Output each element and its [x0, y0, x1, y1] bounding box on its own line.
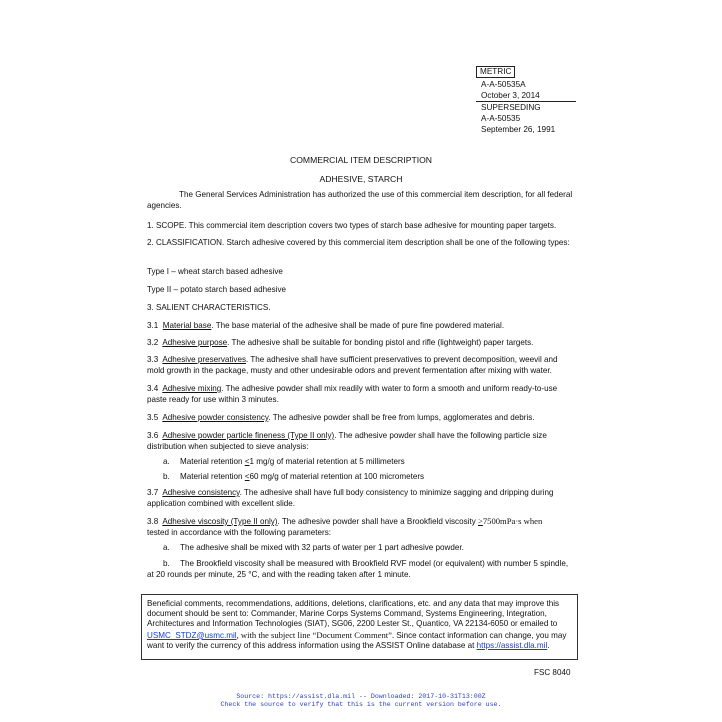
- section-text: . The adhesive powder shall mix readily with water to form a smooth and uniform ready-to-use paste ready for use within 3 minutes.: [147, 384, 558, 404]
- section-heading: Adhesive mixing: [162, 384, 222, 393]
- doc-date: October 3, 2014: [481, 91, 540, 100]
- list-item-text: The adhesive shall be mixed with 32 parts of water per 1 part adhesive powder.: [180, 543, 464, 552]
- section-3-5: [147, 413, 577, 424]
- section-heading: Adhesive purpose: [162, 338, 228, 347]
- type-1: Type I – wheat starch based adhesive: [147, 267, 283, 276]
- section-number: 3.4: [147, 384, 159, 393]
- doc-id: A-A-50535A: [481, 80, 526, 89]
- section-text-2: tested in accordance with the following parameters:: [147, 527, 332, 537]
- metric-label: METRIC: [476, 66, 515, 78]
- section-scope: 1. SCOPE. This commercial item description covers two types of starch base adhesive for mounting paper targets.: [147, 221, 557, 230]
- section-number: 3.7: [147, 488, 159, 497]
- list-label: b.: [163, 559, 170, 568]
- list-label: b.: [163, 472, 170, 481]
- section-3-2: [147, 338, 577, 349]
- type-2: Type II – potato starch based adhesive: [147, 285, 287, 294]
- assist-link[interactable]: https://assist.dla.mil: [476, 640, 548, 650]
- section-heading: Adhesive consistency: [162, 488, 240, 497]
- section-heading: Adhesive powder consistency: [162, 413, 269, 422]
- superseded-id: A-A-50535: [481, 114, 521, 123]
- section-text: . The adhesive powder shall have the following particle size distribution when subjected to sieve analysis:: [147, 431, 547, 451]
- list-item-text: Material retention <60 mg/g of material retention at 100 micrometers: [180, 472, 425, 481]
- list-label: a.: [163, 543, 170, 552]
- superseding-label: SUPERSEDING: [481, 103, 541, 112]
- section-number: 3.8: [147, 517, 159, 526]
- fsc-code: FSC 8040: [534, 668, 571, 677]
- section-number: 3.2: [147, 338, 159, 347]
- section-heading: Adhesive powder particle fineness (Type II only): [162, 431, 335, 440]
- list-item-text: Material retention <1 mg/g of material retention at 5 millimeters: [180, 457, 405, 466]
- list-item-text: The Brookfield viscosity shall be measured with Brookfield RVF model (or equivalent) with number 5 spindle, at 20 rounds per minute, 25 °C, and with the reading taken after 1 minute.: [147, 559, 569, 579]
- section-3-1: [147, 321, 577, 332]
- section-salient: 3. SALIENT CHARACTERISTICS.: [147, 303, 271, 312]
- section-number: 3.1: [147, 321, 159, 330]
- source-footer-line-2: Check the source to verify that this is the current version before use.: [220, 701, 502, 708]
- section-3-7: [147, 488, 577, 509]
- document-title: COMMERCIAL ITEM DESCRIPTION: [290, 155, 432, 165]
- comment-box: Beneficial comments, recommendations, additions, deletions, clarifications, etc. and any data that may improve this document should be sent to: Commander, Marine Corps Systems Command, Systems Engineering, Integration, Architectures and Information Technologies (SIAT), SG06, 2200 Lester St., Quantico, VA 22134-6050 or emailed to USMC_STDZ@usmc.mil, with the subject line “Document Comment”. Since contact information can change, you may want to verify the currency of this address information using the ASSIST Online database at https://assist.dla.mil.: [141, 594, 578, 660]
- superseded-date: September 26, 1991: [481, 125, 556, 134]
- section-3-3: [147, 355, 577, 376]
- section-heading: Material base: [162, 321, 212, 330]
- document-subtitle: ADHESIVE, STARCH: [319, 174, 403, 184]
- section-heading: Adhesive preservatives: [162, 355, 247, 364]
- section-text: . The adhesive shall have full body consistency to minimize sagging and dripping during application combined with excellent slide.: [147, 488, 554, 508]
- list-label: a.: [163, 457, 170, 466]
- section-text: . The adhesive shall have sufficient preservatives to prevent decomposition, weevil and mold growth in the package, musty and other undesirable odors and prevent fermentation after mixing with water.: [147, 355, 558, 375]
- section-3-6: [147, 431, 577, 452]
- section-text: . The adhesive shall be suitable for bonding pistol and rifle (lightweight) paper targets.: [227, 338, 534, 347]
- section-text: . The adhesive powder shall be free from lumps, agglomerates and debris.: [268, 413, 535, 422]
- section-text: . The adhesive powder shall have a Brookfield viscosity: [277, 517, 478, 526]
- section-number: 3.5: [147, 413, 159, 422]
- section-3-4: [147, 384, 577, 405]
- document-header: [476, 66, 580, 135]
- section-3-8: 3.8 Adhesive viscosity (Type II only). The adhesive powder shall have a Brookfield viscosity >7500mPa·s when tested in accordance with the following parameters:: [147, 516, 543, 537]
- source-footer-line-1: Source: https://assist.dla.mil -- Downloaded: 2017-10-31T13:00Z: [236, 693, 486, 700]
- email-link[interactable]: USMC_STDZ@usmc.mil: [147, 630, 237, 640]
- section-classification: 2. CLASSIFICATION. Starch adhesive covered by this commercial item description shall be one of the following types:: [147, 238, 570, 247]
- viscosity-value: 7500mPa·s when: [482, 516, 543, 526]
- section-heading: Adhesive viscosity (Type II only): [162, 517, 278, 526]
- section-number: 3.3: [147, 355, 159, 364]
- intro-paragraph: The General Services Administration has authorized the use of this commercial item description, for all federal agencies.: [147, 190, 573, 210]
- section-number: 3.6: [147, 431, 159, 440]
- section-text: . The base material of the adhesive shall be made of pure fine powdered material.: [211, 321, 505, 330]
